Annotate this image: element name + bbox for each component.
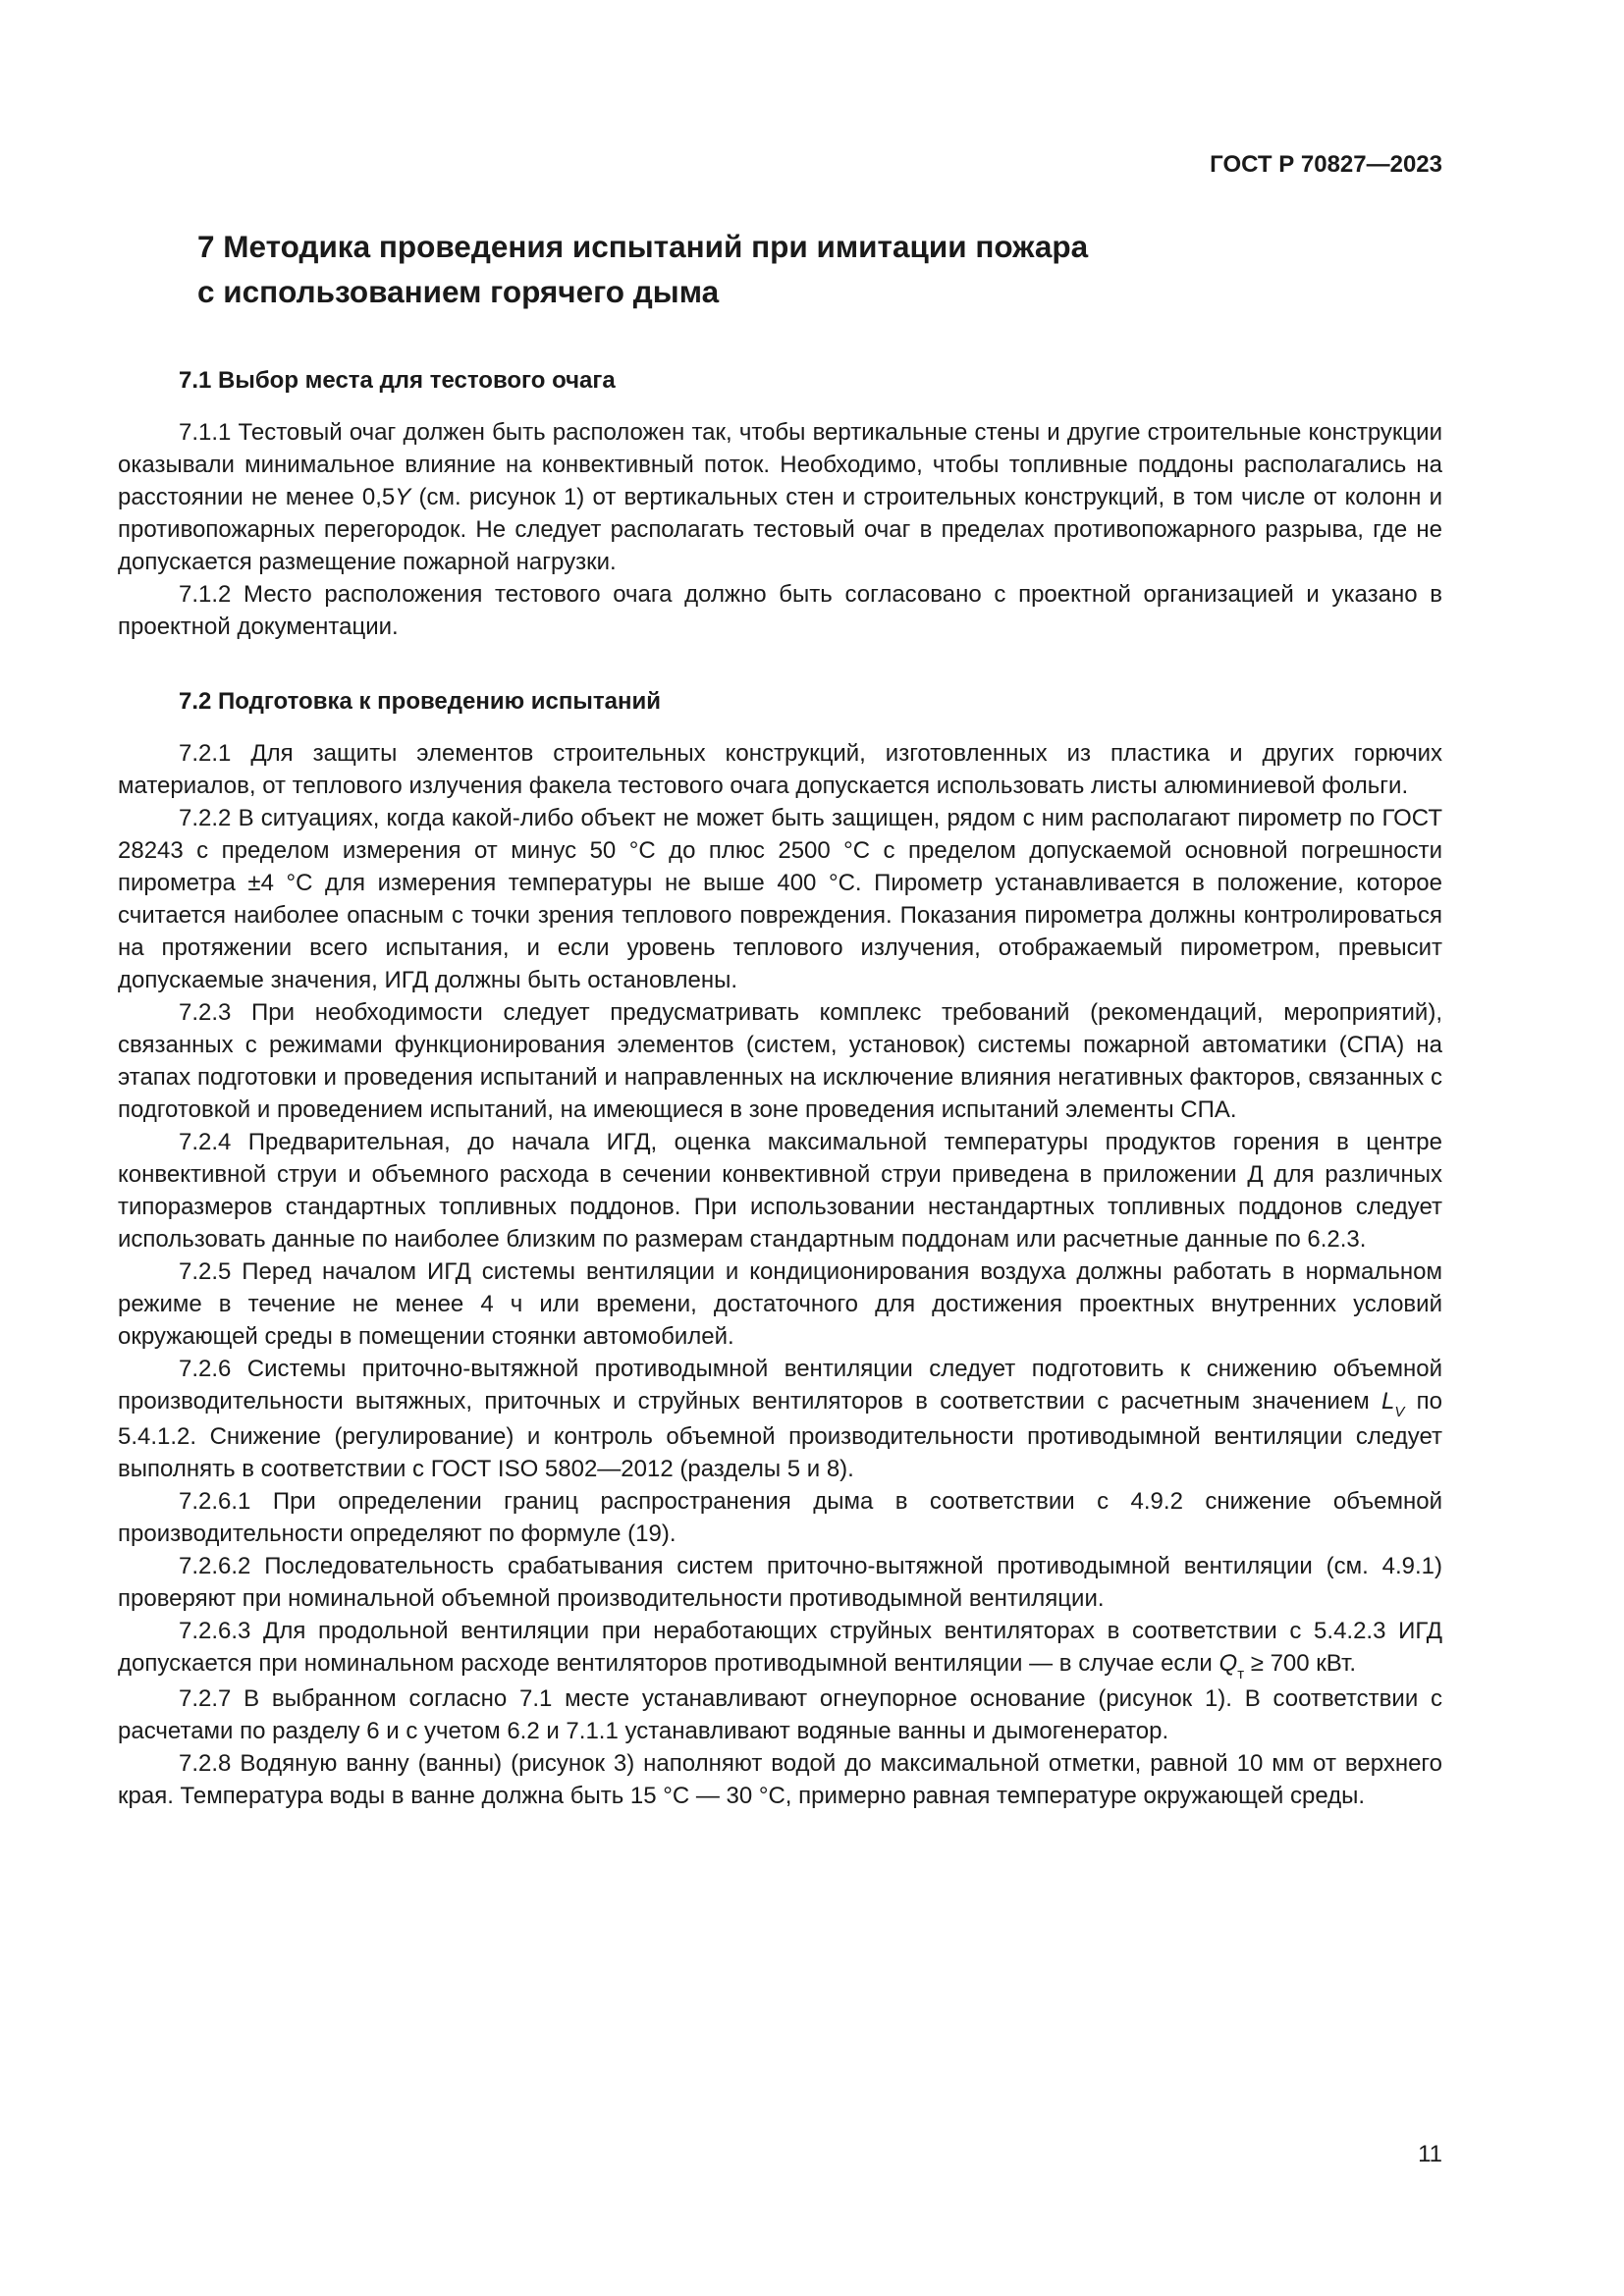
section-title bbox=[197, 224, 1442, 314]
section-title-line1: 7 Методика проведения испытаний при имитации пожара bbox=[197, 229, 1089, 264]
paragraph-7-1-1-part1: 7.1.1 Тестовый очаг должен быть расположен так, чтобы вертикальные стены и другие строительные конструкции оказывали минимальное влияние на конвективный поток. Необходимо, чтобы топливные поддоны располагались на расстоянии не менее 0,5 bbox=[118, 419, 1442, 510]
paragraph-7-2-6 bbox=[118, 1353, 1442, 1485]
paragraph-7-2-8: 7.2.8 Водяную ванну (ванны) (рисунок 3) наполняют водой до максимальной отметки, равной 10 мм от верхнего края. Температура воды в ванне должна быть 15 °C — 30 °C, примерно равная температуре окружающей среды. bbox=[118, 1750, 1442, 1809]
paragraph-7-2-6-3 bbox=[118, 1615, 1442, 1682]
paragraph-7-2-4: 7.2.4 Предварительная, до начала ИГД, оценка максимальной температуры продуктов горения в центре конвективной струи и объемного расхода в сечении конвективной струи приведена в приложении Д для различных типоразмеров стандартных топливных поддонов. При использовании нестандартных топливных поддонов следует использовать данные по наиболее близким по размерам стандартным поддонам или расчетные данные по 6.2.3. bbox=[118, 1129, 1442, 1253]
paragraph-7-2-6-part2: по 5.4.1.2. Снижение (регулирование) и контроль объемной производительности противодымной вентиляции следует выполнять в соответствии с ГОСТ ISO 5802—2012 (разделы 5 и 8). bbox=[118, 1388, 1442, 1482]
subscript-v: V bbox=[1394, 1404, 1405, 1420]
paragraph-7-1-2: 7.1.2 Место расположения тестового очага должно быть согласовано с проектной организацией и указано в проектной документации. bbox=[118, 581, 1442, 640]
document-body bbox=[118, 224, 1442, 1812]
paragraph-7-2-5: 7.2.5 Перед началом ИГД системы вентиляции и кондиционирования воздуха должны работать в нормальном режиме в течение не менее 4 ч или времени, достаточного для достижения проектных внутренних условий окружающей среды в помещении стоянки автомобилей. bbox=[118, 1258, 1442, 1350]
paragraph-7-2-6-3-part1: 7.2.6.3 Для продольной вентиляции при неработающих струйных вентиляторах в соответствии с 5.4.2.3 ИГД допускается при номинальном расходе вентиляторов противодымной вентиляции — в случае если bbox=[118, 1618, 1442, 1677]
paragraph-7-2-6-1: 7.2.6.1 При определении границ распространения дыма в соответствии с 4.9.2 снижение объемной производительности определяют по формуле (19). bbox=[118, 1488, 1442, 1547]
paragraph-7-2-3: 7.2.3 При необходимости следует предусматривать комплекс требований (рекомендаций, мероприятий), связанных с режимами функционирования элементов (систем, установок) системы пожарной автоматики (СПА) на этапах подготовки и проведения испытаний и направленных на исключение влияния негативных факторов, связанных с подготовкой и проведением испытаний, на имеющиеся в зоне проведения испытаний элементы СПА. bbox=[118, 999, 1442, 1123]
section-title-line2: с использованием горячего дыма bbox=[197, 274, 720, 309]
paragraph-7-2-6-3-part2: ≥ 700 кВт. bbox=[1244, 1650, 1356, 1677]
variable-l: L bbox=[1381, 1388, 1395, 1415]
subscript-t: т bbox=[1237, 1666, 1245, 1682]
paragraph-7-2-6-part1: 7.2.6 Системы приточно-вытяжной противодымной вентиляции следует подготовить к снижению объемной производительности вытяжных, приточных и струйных вентиляторов в соответствии с расчетным значением bbox=[118, 1356, 1442, 1415]
variable-q: Q bbox=[1218, 1650, 1238, 1677]
paragraph-7-2-1: 7.2.1 Для защиты элементов строительных конструкций, изготовленных из пластика и других горючих материалов, от теплового излучения факела тестового очага допускается использовать листы алюминиевой фольги. bbox=[118, 740, 1442, 799]
subsection-title-7-1: 7.1 Выбор места для тестового очага bbox=[179, 367, 616, 394]
paragraph-7-1-1 bbox=[118, 416, 1442, 578]
paragraph-7-1-1-part2: (см. рисунок 1) от вертикальных стен и строительных конструкций, в том числе от колонн и противопожарных перегородок. Не следует располагать тестовый очаг в пределах противопожарного разрыва, где не допускается размещение пожарной нагрузки. bbox=[118, 484, 1443, 575]
page-number: 11 bbox=[1418, 2141, 1442, 2167]
subsection-title-7-2: 7.2 Подготовка к проведению испытаний bbox=[179, 688, 661, 715]
variable-y: Y bbox=[395, 484, 411, 510]
paragraph-7-2-7: 7.2.7 В выбранном согласно 7.1 месте устанавливают огнеупорное основание (рисунок 1). В соответствии с расчетами по разделу 6 и с учетом 6.2 и 7.1.1 устанавливают водяные ванны и дымогенератор. bbox=[118, 1685, 1442, 1744]
standard-id: ГОСТ Р 70827—2023 bbox=[1210, 151, 1442, 178]
paragraph-7-2-6-2: 7.2.6.2 Последовательность срабатывания систем приточно-вытяжной противодымной вентиляции (см. 4.9.1) проверяют при номинальной объемной производительности противодымной вентиляции. bbox=[118, 1553, 1442, 1612]
paragraph-7-2-2: 7.2.2 В ситуациях, когда какой-либо объект не может быть защищен, рядом с ним располагают пирометр по ГОСТ 28243 с пределом измерения от минус 50 °C до плюс 2500 °C с пределом допускаемой основной погрешности пирометра ±4 °C для измерения температуры не выше 400 °C. Пирометр устанавливается в положение, которое считается наиболее опасным с точки зрения теплового повреждения. Показания пирометра должны контролироваться на протяжении всего испытания, и если уровень теплового излучения, отображаемый пирометром, превысит допускаемые значения, ИГД должны быть остановлены. bbox=[118, 805, 1442, 993]
